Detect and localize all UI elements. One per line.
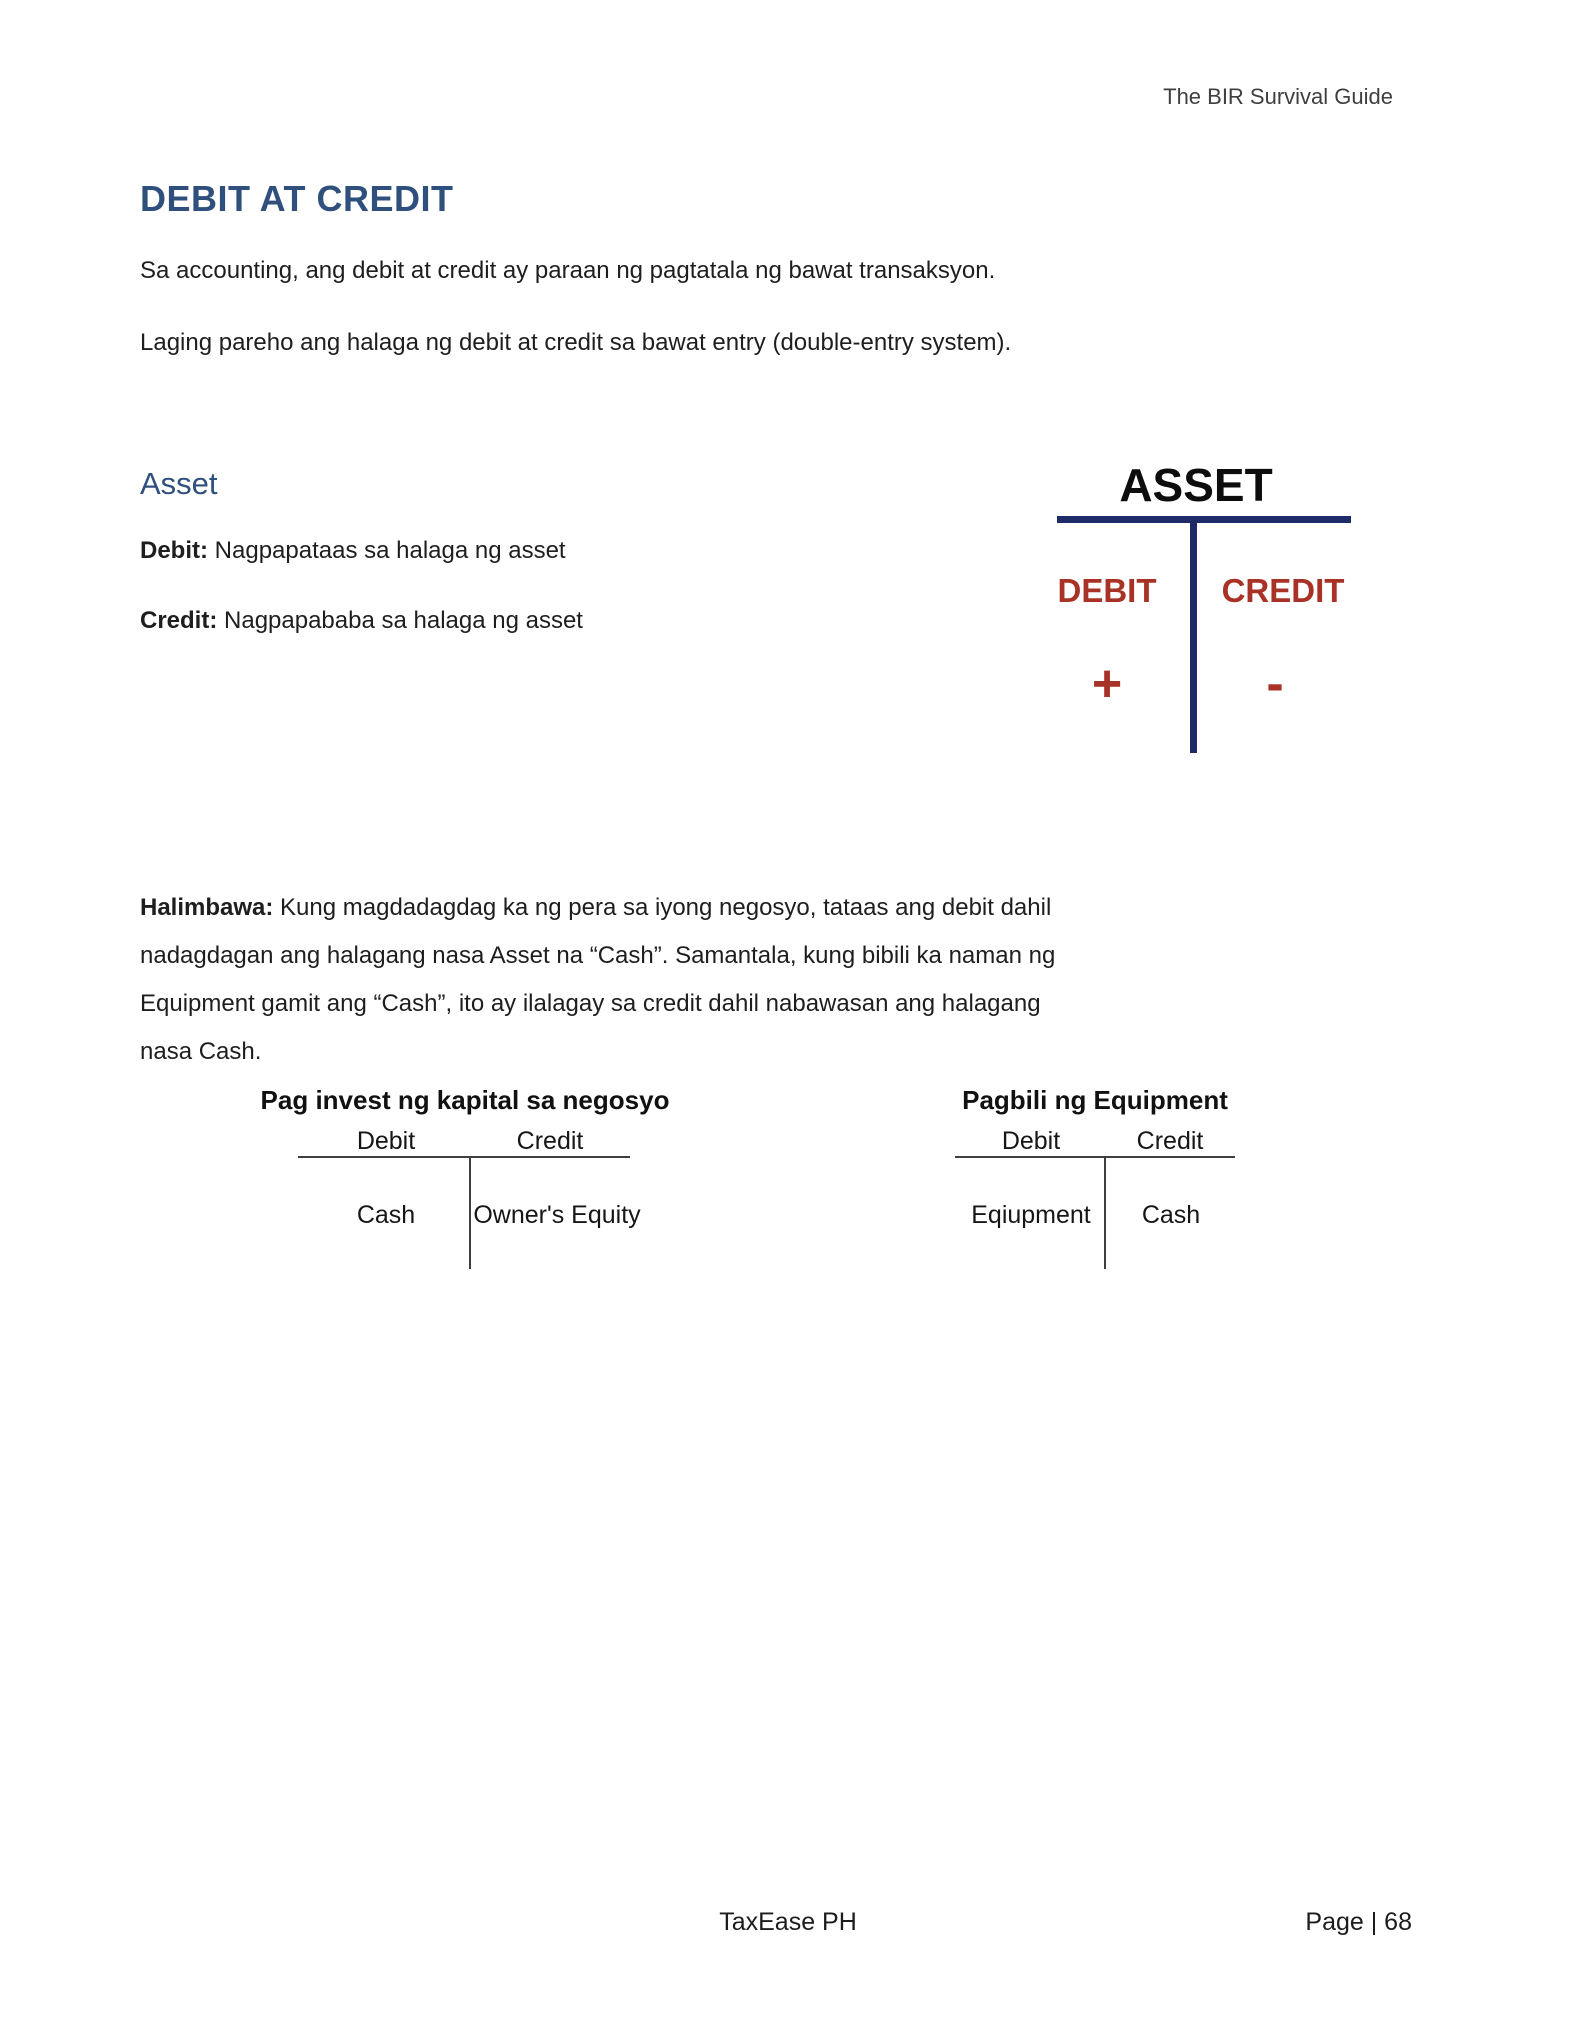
t-account-title: Pagbili ng Equipment <box>962 1085 1228 1115</box>
t-account-divider-line <box>1104 1156 1106 1269</box>
debit-label: Debit: <box>140 537 208 564</box>
footer-brand: TaxEase PH <box>719 1908 857 1936</box>
asset-credit-description <box>140 606 583 636</box>
asset-t-account-plus-sign: + <box>1091 655 1123 713</box>
t-account-title: Pag invest ng kapital sa negosyo <box>260 1085 670 1115</box>
debit-text: Nagpapataas sa halaga ng asset <box>214 537 566 564</box>
asset-t-account-divider-line <box>1190 516 1197 753</box>
asset-t-account-top-line <box>1057 516 1351 523</box>
asset-t-account-debit-label: DEBIT <box>1057 572 1157 609</box>
footer-page-number: Page | 68 <box>1305 1908 1412 1936</box>
asset-section-heading: Asset <box>140 466 218 501</box>
intro-paragraph-1: Sa accounting, ang debit at credit ay paraan ng pagtatala ng bawat transaksyon. <box>140 257 996 284</box>
t-account-credit-header: Credit <box>516 1127 584 1155</box>
asset-t-account-credit-label: CREDIT <box>1221 572 1345 609</box>
intro-paragraph-2: Laging pareho ang halaga ng debit at credit sa bawat entry (double-entry system). <box>140 329 1012 356</box>
t-account-credit-entry: Owner's Equity <box>473 1201 641 1229</box>
t-account-top-line <box>298 1156 630 1158</box>
t-account-top-line <box>955 1156 1235 1158</box>
page-heading: DEBIT AT CREDIT <box>140 178 454 219</box>
t-account-divider-line <box>469 1156 471 1269</box>
example-label: Halimbawa: <box>140 894 274 921</box>
credit-text: Nagpapababa sa halaga ng asset <box>224 607 583 634</box>
asset-debit-description <box>140 536 566 566</box>
t-account-debit-entry: Cash <box>356 1201 416 1229</box>
t-account-credit-header: Credit <box>1136 1127 1204 1155</box>
example-paragraph <box>140 884 1480 1076</box>
example-line: Equipment gamit ang “Cash”, ito ay ilalagay sa credit dahil nabawasan ang halagang <box>140 990 1041 1017</box>
t-account-debit-header: Debit <box>1001 1127 1061 1155</box>
t-account-credit-entry: Cash <box>1141 1201 1201 1229</box>
t-account-debit-header: Debit <box>356 1127 416 1155</box>
t-account-invest <box>240 1085 690 1229</box>
credit-label: Credit: <box>140 607 218 634</box>
header-title: The BIR Survival Guide <box>1163 84 1393 109</box>
t-account-equipment <box>930 1085 1260 1229</box>
asset-t-account-diagram <box>1040 460 1356 760</box>
example-line-text: Kung magdadagdag ka ng pera sa iyong negosyo, tataas ang debit dahil <box>280 894 1052 921</box>
example-line <box>140 884 1480 932</box>
example-line: nadagdagan ang halagang nasa Asset na “Cash”. Samantala, kung bibili ka naman ng <box>140 942 1056 969</box>
t-account-debit-entry: Eqiupment <box>971 1201 1091 1229</box>
asset-t-account-title: ASSET <box>1119 459 1273 511</box>
example-line: nasa Cash. <box>140 1038 262 1065</box>
asset-t-account-minus-sign: - <box>1266 655 1284 713</box>
